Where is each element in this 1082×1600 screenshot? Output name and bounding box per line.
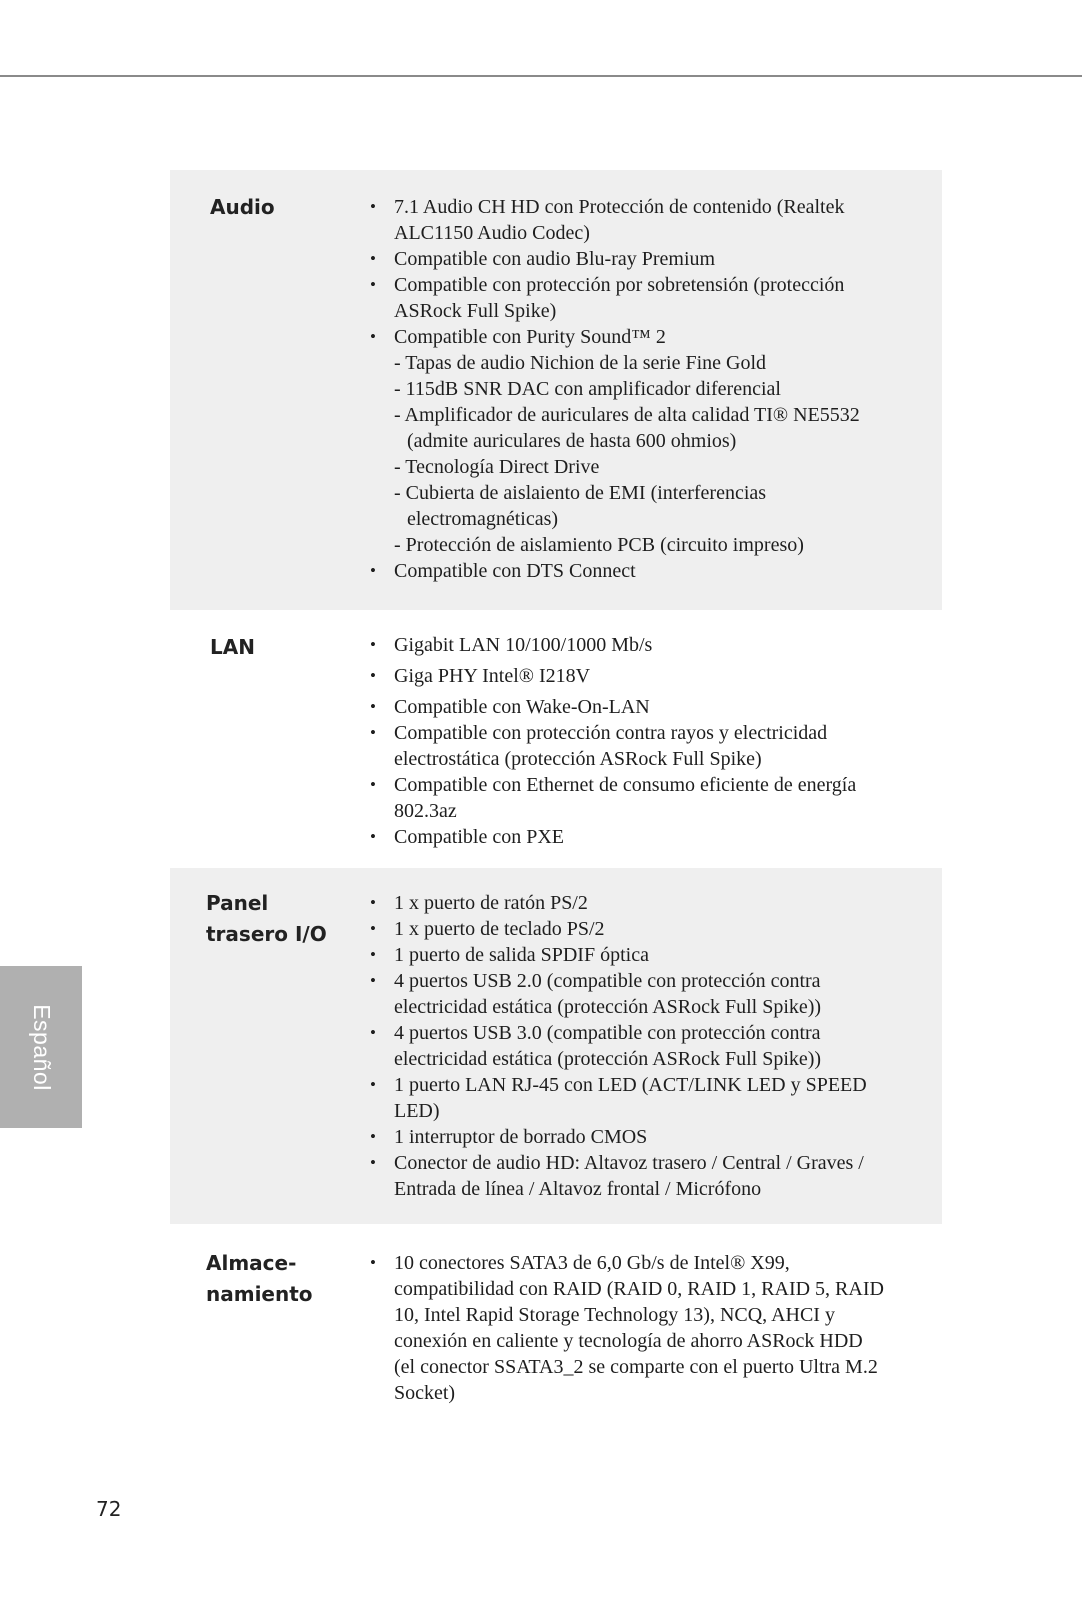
sub-list-item-text: - Tecnología Direct Drive [394,456,600,478]
list-item: • Gigabit LAN 10/100/1000 Mb/s [370,632,912,658]
list-item: • Compatible con DTS Connect [370,558,912,584]
list-item: • 10 conectores SATA3 de 6,0 Gb/s de Intel® X99, compatibilidad con RAID (RAID 0, RAID 1, RAID 5, RAID 10, Intel Rapid Storage Technology 13), NCQ, AHCI y conexión en caliente y tecnología de ahorro ASRock HDD [370,1250,912,1354]
sub-list-item-text: - Tapas de audio Nichion de la serie Fine Gold [394,352,767,374]
spec-section-storage [170,1224,942,1424]
section-label-line: trasero I/O [206,922,327,946]
list-item: • 1 puerto de salida SPDIF óptica [370,942,912,968]
list-item: • Compatible con audio Blu-ray Premium [370,246,912,272]
list-item: • 1 interruptor de borrado CMOS [370,1124,912,1150]
spec-list-audio [370,194,912,584]
sub-list-item-text: - Cubierta de aislaiento de EMI (interferencias electromagnéticas) [394,482,767,530]
spec-list-rear-panel-io [370,890,912,1202]
list-item: • Compatible con protección contra rayos y electricidad electrostática (protección ASRock Full Spike) [370,720,912,772]
list-item: • 1 puerto LAN RJ-45 con LED (ACT/LINK LED y SPEED LED) [370,1072,912,1124]
spec-section-lan [170,610,942,868]
sub-list-item-text: - Protección de aislamiento PCB (circuito impreso) [394,534,804,556]
list-item: • 7.1 Audio CH HD con Protección de contenido (Realtek ALC1150 Audio Codec) [370,194,912,246]
section-label-lan: LAN [210,635,255,659]
spec-section-audio [170,170,942,610]
list-item: • Compatible con PXE [370,824,912,850]
list-item: • Conector de audio HD: Altavoz trasero / Central / Graves / Entrada de línea / Altavoz frontal / Micrófono [370,1150,912,1202]
list-item: • 4 puertos USB 2.0 (compatible con protección contra electricidad estática (protección ASRock Full Spike)) [370,968,912,1020]
spec-list-storage [370,1250,912,1406]
list-item: • Compatible con protección por sobretensión (protección ASRock Full Spike) [370,272,912,324]
sub-list-item-text: - Amplificador de auriculares de alta calidad TI® NE5532 (admite auriculares de hasta 600 ohmios) [394,404,860,452]
list-item: • 1 x puerto de teclado PS/2 [370,916,912,942]
list-item: • Compatible con Ethernet de consumo eficiente de energía 802.3az [370,772,912,824]
section-label-storage [206,1248,313,1310]
sub-list-item [370,350,912,376]
list-item: • Compatible con Wake-On-LAN [370,694,912,720]
header-rule [0,75,1082,77]
list-item-continuation: (el conector SSATA3_2 se comparte con el puerto Ultra M.2 Socket) [394,1356,878,1404]
sub-list-item-text: - 115dB SNR DAC con amplificador diferencial [394,378,781,400]
language-tab [0,966,82,1128]
list-item: • Giga PHY Intel® I218V [370,663,912,689]
sub-list-item [370,376,912,402]
list-item: • 4 puertos USB 3.0 (compatible con protección contra electricidad estática (protección ASRock Full Spike)) [370,1020,912,1072]
section-label-audio: Audio [210,195,275,219]
sub-list-item [370,402,912,454]
spec-section-rear-panel-io [170,868,942,1224]
page-number: 72 [96,1497,122,1521]
list-item: • Compatible con Purity Sound™ 2 [370,324,912,350]
sub-list-item [370,480,912,532]
sub-list-item [370,532,912,558]
section-label-rear-panel-io [206,888,327,950]
sub-list-item [370,454,912,480]
section-label-line: Panel [206,891,269,915]
language-tab-label: Español [28,1003,55,1091]
section-label-line: Almace- [206,1251,297,1275]
spec-list-lan [370,632,912,850]
list-item: • 1 x puerto de ratón PS/2 [370,890,912,916]
section-label-line: namiento [206,1282,313,1306]
